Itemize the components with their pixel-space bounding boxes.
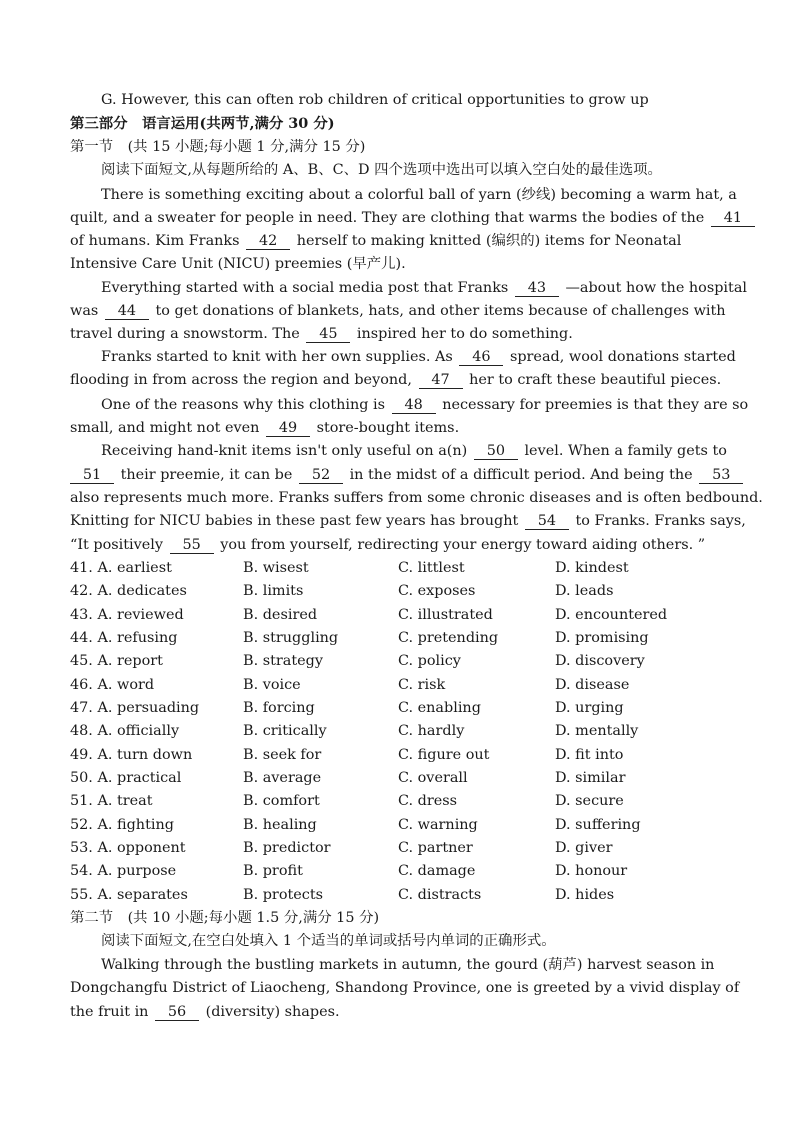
option-d: D. encountered [555, 607, 668, 623]
passage-text: level. When a family gets to [524, 443, 727, 459]
blank-44: 44 [105, 303, 149, 320]
passage-line [70, 231, 710, 251]
option-b: B. healing [243, 817, 317, 833]
passage2-line: Dongchangfu District of Liaocheng, Shandong Province, one is greeted by a vivid display of [70, 980, 740, 996]
passage-line [101, 395, 749, 415]
option-g-text: G. However, this can often rob children of critical opportunities to grow up [101, 92, 649, 108]
passage-line [70, 511, 746, 531]
option-b: B. strategy [243, 653, 323, 669]
option-d: D. promising [555, 630, 649, 646]
passage-text: to Franks. Franks says, [575, 513, 746, 529]
option-a: 44. A. refusing [70, 630, 178, 646]
blank-52: 52 [299, 467, 343, 484]
option-b: B. wisest [243, 560, 309, 576]
part3-title: 第三部分 语言运用(共两节,满分 30 分) [70, 115, 335, 132]
passage-line [101, 278, 748, 298]
option-b: B. struggling [243, 630, 339, 646]
option-d: D. disease [555, 677, 630, 693]
option-a: 41. A. earliest [70, 560, 172, 576]
option-d: D. urging [555, 700, 624, 716]
option-c: C. partner [398, 840, 473, 856]
blank-49: 49 [266, 420, 310, 437]
section1-header: 第一节 (共 15 小题;每小题 1 分,满分 15 分) [70, 139, 366, 155]
option-a: 52. A. fighting [70, 817, 174, 833]
blank-41: 41 [711, 210, 755, 227]
passage-text: you from yourself, redirecting your energy toward aiding others. ” [220, 537, 706, 553]
option-a: 55. A. separates [70, 887, 188, 903]
option-d: D. giver [555, 840, 613, 856]
option-a: 43. A. reviewed [70, 607, 184, 623]
passage-text: their preemie, it can be [120, 467, 293, 483]
option-d: D. hides [555, 887, 615, 903]
option-d: D. suffering [555, 817, 641, 833]
passage-line [70, 465, 731, 485]
blank-53: 53 [699, 467, 743, 484]
passage-text: Franks started to knit with her own supplies. As [101, 349, 453, 365]
passage-text: in the midst of a difficult period. And being the [349, 467, 693, 483]
blank-55: 55 [170, 537, 214, 554]
option-c: C. policy [398, 653, 461, 669]
option-d: D. kindest [555, 560, 629, 576]
passage2-text: (diversity) shapes. [205, 1004, 340, 1020]
passage-line: Intensive Care Unit (NICU) preemies (早产儿). [70, 256, 406, 272]
blank-45: 45 [306, 326, 350, 343]
option-d: D. honour [555, 863, 628, 879]
option-b: B. limits [243, 583, 304, 599]
passage-text: of humans. Kim Franks [70, 233, 240, 249]
passage-text: quilt, and a sweater for people in need. They are clothing that warms the bodies of the [70, 210, 705, 226]
option-c: C. damage [398, 863, 476, 879]
option-a: 42. A. dedicates [70, 583, 187, 599]
option-b: B. comfort [243, 793, 320, 809]
passage-line [70, 208, 743, 228]
option-c: C. dress [398, 793, 458, 809]
passage-line [101, 441, 741, 461]
passage-line [70, 535, 710, 555]
option-a: 49. A. turn down [70, 747, 193, 763]
section2-instruction: 阅读下面短文,在空白处填入 1 个适当的单词或括号内单词的正确形式。 [101, 933, 556, 949]
option-b: B. voice [243, 677, 301, 693]
passage-text: herself to making knitted (编织的) items for Neonatal [296, 233, 682, 249]
blank-56: 56 [155, 1004, 199, 1021]
option-a: 48. A. officially [70, 723, 180, 739]
passage2-line: Walking through the bustling markets in autumn, the gourd (葫芦) harvest season in [101, 957, 715, 973]
passage2-line [70, 1002, 710, 1022]
option-c: C. enabling [398, 700, 481, 716]
passage-line: There is something exciting about a colorful ball of yarn (纱线) becoming a warm hat, a [101, 187, 737, 203]
passage2-text: the fruit in [70, 1004, 149, 1020]
passage-text: One of the reasons why this clothing is [101, 397, 386, 413]
option-c: C. overall [398, 770, 468, 786]
option-b: B. critically [243, 723, 327, 739]
passage-line [70, 324, 710, 344]
section2-header: 第二节 (共 10 小题;每小题 1.5 分,满分 15 分) [70, 910, 380, 926]
option-a: 45. A. report [70, 653, 163, 669]
option-b: B. forcing [243, 700, 315, 716]
blank-54: 54 [525, 513, 569, 530]
passage-line [70, 418, 710, 438]
passage-line: also represents much more. Franks suffers from some chronic diseases and is often bedbound. [70, 490, 763, 506]
passage-text: small, and might not even [70, 420, 260, 436]
option-d: D. mentally [555, 723, 639, 739]
passage-text: store-bought items. [316, 420, 460, 436]
option-a: 47. A. persuading [70, 700, 200, 716]
passage-text: “It positively [70, 537, 164, 553]
option-b: B. predictor [243, 840, 331, 856]
blank-48: 48 [392, 397, 436, 414]
option-d: D. similar [555, 770, 626, 786]
blank-51: 51 [70, 467, 114, 484]
option-c: C. risk [398, 677, 446, 693]
option-b: B. average [243, 770, 322, 786]
option-c: C. exposes [398, 583, 476, 599]
option-c: C. pretending [398, 630, 499, 646]
passage-text: necessary for preemies is that they are so [442, 397, 749, 413]
option-c: C. hardly [398, 723, 465, 739]
passage-text: Everything started with a social media post that Franks [101, 280, 509, 296]
option-d: D. discovery [555, 653, 645, 669]
blank-50: 50 [474, 443, 518, 460]
blank-46: 46 [459, 349, 503, 366]
option-c: C. distracts [398, 887, 482, 903]
blank-47: 47 [419, 372, 463, 389]
option-b: B. profit [243, 863, 303, 879]
option-a: 54. A. purpose [70, 863, 177, 879]
passage-line [101, 347, 741, 367]
passage-text: was [70, 303, 99, 319]
passage-text: her to craft these beautiful pieces. [469, 372, 722, 388]
passage-text: —about how the hospital [565, 280, 748, 296]
option-a: 50. A. practical [70, 770, 182, 786]
passage-line [70, 301, 726, 321]
passage-text: travel during a snowstorm. The [70, 326, 300, 342]
option-c: C. warning [398, 817, 478, 833]
passage-line [70, 370, 722, 390]
option-b: B. seek for [243, 747, 322, 763]
blank-42: 42 [246, 233, 290, 250]
passage-text: Knitting for NICU babies in these past few years has brought [70, 513, 519, 529]
option-c: C. illustrated [398, 607, 493, 623]
option-a: 53. A. opponent [70, 840, 186, 856]
passage-text: to get donations of blankets, hats, and other items because of challenges with [155, 303, 726, 319]
option-b: B. protects [243, 887, 324, 903]
passage-text: spread, wool donations started [509, 349, 736, 365]
option-c: C. littlest [398, 560, 465, 576]
section1-instruction: 阅读下面短文,从每题所给的 A、B、C、D 四个选项中选出可以填入空白处的最佳选项。 [101, 162, 662, 178]
option-d: D. leads [555, 583, 614, 599]
option-b: B. desired [243, 607, 318, 623]
option-d: D. secure [555, 793, 624, 809]
blank-43: 43 [515, 280, 559, 297]
option-c: C. figure out [398, 747, 490, 763]
option-d: D. fit into [555, 747, 624, 763]
passage-text: inspired her to do something. [356, 326, 573, 342]
option-a: 51. A. treat [70, 793, 153, 809]
passage-text: Receiving hand-knit items isn't only useful on a(n) [101, 443, 468, 459]
option-a: 46. A. word [70, 677, 155, 693]
passage-text: flooding in from across the region and beyond, [70, 372, 412, 388]
